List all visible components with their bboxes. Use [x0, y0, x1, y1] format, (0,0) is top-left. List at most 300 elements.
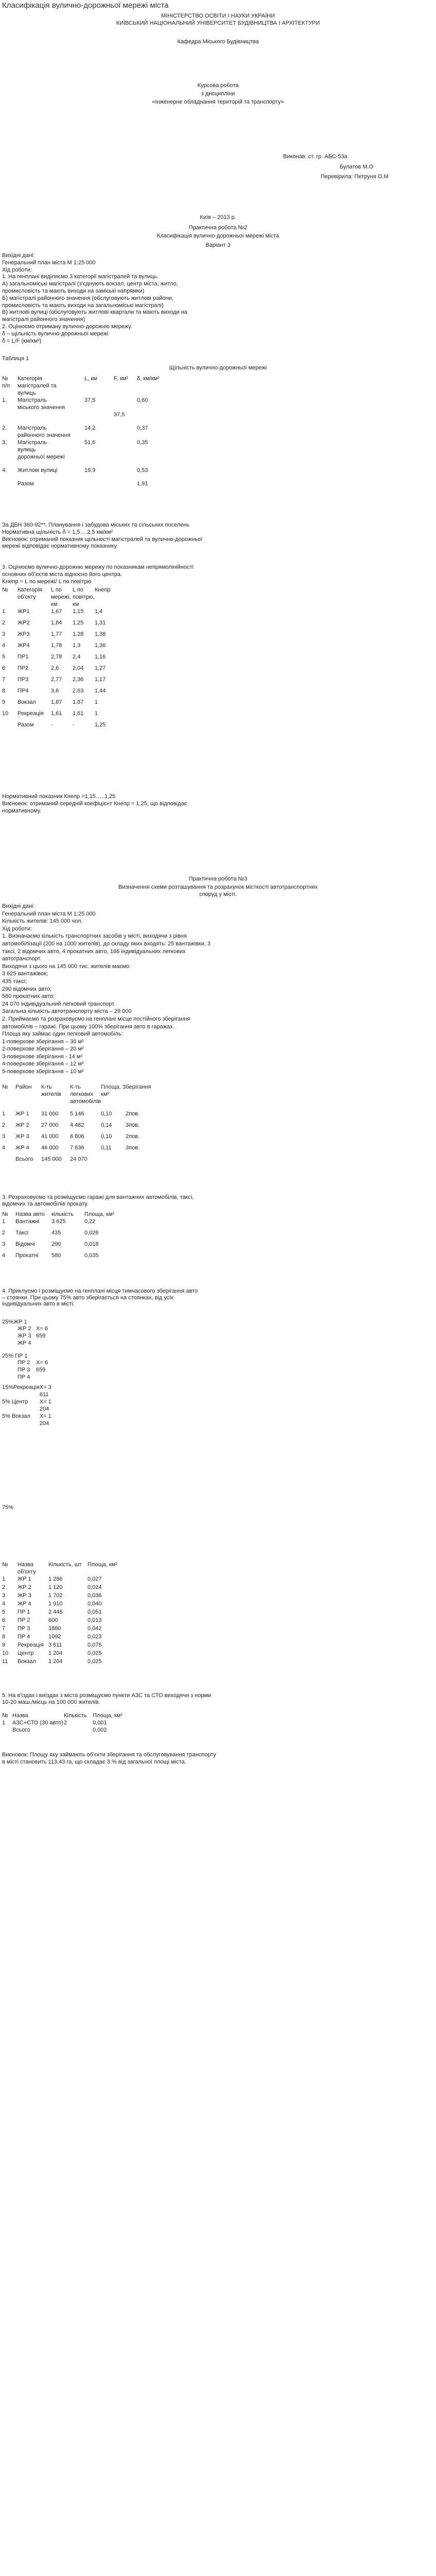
table-cell: 1,77 — [51, 631, 62, 637]
table-cell — [126, 1156, 151, 1167]
col-l2b: повітрю, — [73, 594, 95, 600]
table-row — [2, 1218, 114, 1229]
text-line: 24 070 індивідуальний легковий транспорт. — [2, 1001, 116, 1007]
table-cell — [114, 453, 137, 467]
text-line: 3. Оцінюємо вулично-дорожню мережу по показникам непрямолінійності — [2, 564, 194, 570]
table-row — [2, 1413, 51, 1420]
cover-work: Курсова робота — [197, 82, 239, 89]
table-row — [2, 1391, 51, 1398]
table-cell: АЗС+СТО (30 авто) — [12, 1720, 63, 1726]
table-cell: ПР2 — [18, 665, 29, 671]
table-cell: 1,38 — [94, 631, 106, 637]
table-cell: ЖР 3 — [18, 1333, 31, 1339]
table-cell: 580 — [51, 1252, 61, 1259]
text-line: Площа яку займає один легковий автомобіль: — [2, 1031, 123, 1038]
table-cell — [114, 425, 137, 439]
table-cell: ЖР1 — [18, 608, 30, 615]
text-line: Кількість жителів: 145 000 чол. — [2, 918, 83, 925]
density-table — [2, 375, 160, 494]
table-row — [2, 631, 111, 642]
col-num: № — [2, 1084, 8, 1090]
table-row — [2, 467, 160, 480]
table-cell: 1 204 — [48, 1658, 63, 1665]
table-cell — [2, 1420, 40, 1427]
row-name — [18, 480, 84, 494]
table-cell: ПР3 — [18, 676, 29, 683]
table-cell: 2 — [2, 620, 6, 626]
table-cell: 1 — [2, 1576, 6, 1582]
table-cell: 1 910 — [48, 1601, 63, 1607]
text-line: промисловість та мають виходи на загальноміські магістралі) — [2, 302, 164, 309]
table-cell: 1 — [2, 608, 6, 615]
norm-text — [2, 522, 202, 550]
text-line: 3-поверхове зберігання - 14 м² — [2, 1053, 83, 1060]
table-cell: 2,6 — [51, 665, 59, 671]
table-row — [2, 710, 111, 721]
table-cell: 0,60 — [137, 397, 148, 403]
col-l1c: км — [51, 601, 58, 607]
table-cell: 3пов. — [126, 1122, 140, 1128]
table-cell — [2, 721, 18, 733]
table-row — [18, 1332, 48, 1340]
col-name2: об'єкту — [18, 1569, 36, 1575]
table-cell: ПР 3 — [18, 1625, 30, 1632]
table-cell: 1092 — [48, 1634, 61, 1640]
table-cell: 0,036 — [88, 1592, 102, 1599]
col-cat1: Категорія — [18, 376, 42, 382]
row-name-2: районного значення — [18, 432, 71, 438]
table-cell: 2 — [2, 1122, 6, 1128]
table-row — [2, 1384, 51, 1391]
table-cell: 0,076 — [88, 1642, 102, 1648]
table-cell: ЖР 3 — [18, 1592, 31, 1599]
table-cell: 1,25 — [94, 722, 106, 728]
table-cell: 1,28 — [73, 631, 84, 637]
work1-table-label: Таблиця 1 — [2, 355, 29, 362]
table-cell: 204 — [39, 1406, 49, 1412]
cover-discipline: з дисципліни — [201, 91, 235, 97]
text-line: відомчих та автомобілів прокату. — [2, 1200, 89, 1207]
assess-text — [2, 564, 194, 585]
step5-text — [2, 1692, 211, 1705]
row-name-1: Житлові вулиці — [18, 467, 58, 473]
col-area: Площа, км² — [88, 1562, 117, 1568]
table-cell: 3 611 — [48, 1642, 62, 1648]
text-line: 2. Оцінюємо отриману вулично-дорожню мережу. — [2, 323, 132, 330]
table-cell: ПР 4 — [18, 1374, 30, 1380]
text-line: 3 625 вантажівок; — [2, 971, 48, 977]
col-f: F, км² — [114, 376, 128, 382]
table-cell: 10 — [2, 1650, 9, 1656]
table-cell: 204 — [39, 1420, 49, 1427]
table-cell: Вокзал — [18, 699, 36, 705]
table-cell: 4 — [2, 1145, 6, 1151]
table-cell — [137, 411, 160, 425]
table-cell: 10 — [2, 710, 9, 717]
table-cell: 9 — [2, 1642, 6, 1648]
table-cell: 4 — [2, 1252, 6, 1259]
table-cell: 2,36 — [73, 676, 84, 683]
table-cell: Центр — [18, 1650, 34, 1656]
table-row — [2, 1405, 51, 1413]
table-cell: 4 — [2, 1601, 6, 1607]
table-cell: ЖР2 — [18, 620, 30, 626]
table-cell: 0,027 — [88, 1576, 102, 1582]
cover-city-year: Київ – 2013 р. — [200, 214, 236, 221]
text-line: В) житлові вулиці (обслуговують житлові квартали та мають виходи на — [2, 309, 187, 316]
table-cell: 2. — [2, 425, 7, 431]
table-cell — [84, 453, 114, 467]
table-cell: 1 — [2, 1720, 6, 1726]
table-cell: ПР 2 — [18, 1617, 30, 1623]
table-cell: 3,6 — [51, 688, 59, 694]
table-cell: 9 — [2, 699, 6, 705]
col-people2: жителів — [41, 1091, 61, 1097]
row-name — [18, 439, 84, 453]
col-area: Площа, км² — [84, 1211, 114, 1217]
text-line: Генеральний план міста М 1:25 000 — [2, 910, 96, 917]
col-cars: К-ть — [70, 1084, 81, 1090]
table-cell: 15%Рекреація — [2, 1384, 40, 1391]
table-cell: 1,4 — [94, 608, 103, 615]
col-name: Назва авто — [15, 1211, 45, 1217]
text-line: 10-20 маш./місць на 100 000 жителів. — [2, 1699, 100, 1705]
text-line: Висновок: отриманий показник щільності магістралей та вулично-дорожньої — [2, 536, 203, 543]
table-cell: Х= 1 — [39, 1413, 51, 1419]
table-cell — [84, 480, 114, 494]
table-cell: 600 — [48, 1617, 58, 1623]
col-count: кількість — [51, 1211, 74, 1217]
table-cell: ПР 4 — [18, 1634, 30, 1640]
col-area: Площа, км² — [93, 1713, 123, 1719]
table-cell: 1 120 — [48, 1584, 63, 1590]
table-header-row — [2, 375, 160, 382]
table-row — [18, 1325, 48, 1332]
col-count: Кількість — [64, 1713, 87, 1719]
table-row — [2, 721, 111, 733]
row-name — [18, 467, 84, 480]
text-line: 1-поверхове зберігання – 30 м² — [2, 1038, 84, 1045]
table-cell: 0,051 — [88, 1609, 102, 1615]
table-cell: ПР 2 — [18, 1360, 30, 1366]
table-cell: 1,27 — [94, 665, 106, 671]
col-d: δ, км/км² — [137, 376, 160, 382]
table-cell: 2 445 — [48, 1609, 63, 1615]
text-line: основних об'єктів міста відносно його центра. — [2, 571, 123, 578]
text-line: 4-поверхове зберігання – 12 м² — [2, 1061, 84, 1067]
col-num: № — [2, 1211, 8, 1217]
work1-title: Практична робота №2 — [188, 225, 248, 231]
text-line: Kнепр = L по мережі/ L по повітрю — [2, 578, 92, 585]
table-row — [2, 1625, 117, 1633]
table-row — [2, 1144, 151, 1156]
table-cell: 0,53 — [137, 467, 148, 473]
table-cell: 8 — [2, 688, 6, 694]
table-row — [2, 1719, 123, 1726]
final-conclusion — [2, 1752, 216, 1766]
table-cell: 1,31 — [94, 620, 106, 626]
table-cell: 7 — [2, 676, 6, 683]
text-line: 435 таксі; — [2, 978, 27, 985]
col-floors2: км² — [101, 1091, 110, 1097]
table-cell: ЖР3 — [18, 631, 30, 637]
table-row — [2, 439, 160, 453]
table-cell: 0,37 — [137, 425, 148, 431]
work3-subtitle2: споруд у місті. — [199, 891, 237, 897]
table-cell: 0,025 — [88, 1658, 102, 1665]
table-cell: 4 482 — [70, 1122, 84, 1128]
table-cell: ЖР 1 — [15, 1111, 29, 1117]
table-cell: 290 — [51, 1241, 61, 1247]
table-row — [2, 480, 160, 494]
table-cell: 11 — [2, 1658, 8, 1665]
table-row — [2, 665, 111, 676]
table-cell: 1,87 — [73, 699, 84, 705]
table-cell: 1,67 — [51, 608, 62, 615]
table-cell: 2,04 — [73, 665, 84, 671]
work3-title: Практична робота №3 — [188, 876, 248, 882]
table-cell: 7 636 — [70, 1145, 84, 1151]
table-cell: 1,91 — [137, 481, 148, 487]
department-line: Кафедра Міського Будівництва — [177, 39, 259, 45]
table-cell — [2, 1156, 15, 1167]
table-row — [2, 1575, 117, 1584]
table-cell: 0,042 — [88, 1625, 102, 1632]
row-name-1: Магістраль — [18, 397, 47, 403]
col-cars2: легкових — [70, 1091, 94, 1097]
table-row — [2, 699, 111, 710]
text-line: Виходячи з цього на 145 000 тис. жителів маємо: — [2, 963, 131, 970]
table-cell: 0,035 — [84, 1252, 99, 1259]
table-cell: 1 — [94, 710, 98, 717]
row-name-2: вулиць — [18, 447, 36, 453]
table-cell: 659 — [36, 1367, 46, 1373]
table-cell: 145 000 — [41, 1156, 62, 1162]
table-cell: ЖР 4 — [18, 1340, 31, 1346]
table-cell: ПР1 — [18, 654, 29, 660]
col-floors: Площа, Зберігання — [101, 1084, 151, 1090]
col-num: № — [2, 376, 8, 382]
text-line: мережі відповідає нормативному показнику. — [2, 543, 118, 550]
table-cell: 0,10 — [101, 1111, 112, 1117]
document-title: Класифікація вулично-дорожньої мережі міста — [2, 1, 169, 10]
ministry-line: МІНІСТЕРСТВО ОСВІТИ І НАУКИ УКРАЇНИ — [161, 13, 275, 19]
table-row — [2, 1592, 117, 1600]
text-line: Висновок: отриманий середній коефіцієнт Кнепр = 1,25, що відповідає — [2, 800, 187, 807]
text-line: Вихідні дані: — [2, 252, 35, 259]
table-row — [2, 1600, 117, 1608]
table-row — [2, 453, 160, 467]
text-line: Висновок: Площу яку займають об'єкти зберігання та обслуговування транспорту — [2, 1752, 216, 1758]
table-cell — [84, 411, 114, 425]
work1-subtitle: Класифікація вулично-дорожньої мережі міста — [156, 233, 280, 239]
table-cell: 435 — [51, 1230, 61, 1236]
table-cell: ЖР 4 — [18, 1601, 31, 1607]
parking-groups — [2, 1319, 51, 1427]
table-cell: 0,10 — [101, 1133, 112, 1140]
row-name-1: Магістраль — [18, 439, 47, 446]
table-cell: 3 — [2, 1241, 6, 1247]
table-cell: 2 — [2, 1584, 6, 1590]
table-cell: 3 — [2, 1133, 6, 1140]
text-line: Нормативна щільність δ = 1,5….2,5 км/км² — [2, 529, 113, 535]
text-line: Хід роботи: — [2, 266, 32, 273]
table-row — [2, 1584, 117, 1592]
table-cell: Разом — [18, 722, 34, 728]
table-cell: Відомчі — [15, 1241, 36, 1247]
table-cell: ЖР 3 — [15, 1133, 29, 1140]
col-area: Район — [15, 1084, 32, 1090]
table-cell: 24 070 — [70, 1156, 88, 1162]
table-cell: 5 146 — [70, 1111, 84, 1117]
col-name: Назва — [12, 1713, 28, 1719]
table-cell: 3 — [2, 631, 6, 637]
table-cell: - — [73, 722, 75, 728]
text-line: Хід роботи: — [2, 925, 32, 932]
text-line: автомобілізації (200 на 1000 жителів), до складу яких входять: 25 вантажівки, 3 — [2, 940, 211, 947]
table-cell: 5 — [2, 654, 6, 660]
table-cell: 1,36 — [94, 642, 106, 649]
table-cell: 0,002 — [93, 1727, 107, 1733]
table-row — [18, 1374, 48, 1381]
table-cell: 1 286 — [48, 1576, 63, 1582]
row-name-2: дорожньої мережі — [18, 454, 65, 460]
work1-table-caption: Щільність вулично-дорожньої мережі — [169, 365, 267, 371]
table-cell — [2, 1391, 40, 1398]
table-row — [18, 1359, 48, 1366]
text-line: δ = L/F (км/км²) — [2, 337, 42, 344]
cover-subject: «Інженерне обладнання територій та транспорту» — [152, 99, 284, 105]
row-name-1: Магістраль — [18, 425, 47, 431]
table-row — [2, 1726, 123, 1734]
text-line: в місті становить 113,43 га, що складає 3 % від загальної площі міста. — [2, 1758, 186, 1765]
col-num2: п/п — [2, 383, 10, 389]
table-cell: 27 000 — [41, 1122, 59, 1128]
table-cell: 2пов. — [126, 1133, 140, 1140]
text-line: 2-поверхове зберігання – 20 м² — [2, 1046, 84, 1053]
pct-75: 75% — [2, 1504, 14, 1511]
table-cell: 51,6 — [84, 439, 96, 446]
table-cell: 5 — [2, 1609, 6, 1615]
table-cell: 2,4 — [73, 654, 81, 660]
table-cell: 0,013 — [88, 1617, 102, 1623]
table-cell — [101, 1156, 126, 1167]
table-cell: 1. — [2, 397, 7, 403]
cargo-intro — [2, 1194, 194, 1207]
text-line: таксі, 2 відомчих авто, 4 прокатних авто, 166 індивідуальних легкових — [2, 948, 186, 955]
table-row — [2, 653, 111, 665]
table-cell — [114, 439, 137, 453]
table-row — [2, 1156, 151, 1167]
text-line: 5-поверхове зберігання – 10 м² — [2, 1069, 84, 1075]
table-cell: 3пов. — [126, 1145, 140, 1151]
table-cell: ПР 3 — [18, 1367, 30, 1373]
text-line: Вихідні дані: — [2, 903, 35, 909]
table-cell: 0,023 — [88, 1634, 102, 1640]
text-line: 5. На в'їздах і виїздах з міста розміщуємо пункти АЗС та СТО виходячи з норми — [2, 1692, 212, 1699]
text-line: δ – щільність вулично-дорожньої мережі — [2, 330, 109, 337]
col-people: К-ть — [41, 1084, 52, 1090]
text-line: А) загальноміські магістралі (з'єднують вокзал, центр міста, житло, — [2, 281, 178, 287]
table-cell: 0,018 — [84, 1241, 99, 1247]
cover-checked: Перевірила: Петруня О.М — [321, 174, 389, 180]
table-cell: 3. — [2, 439, 7, 446]
table-cell: 37,5 — [84, 397, 96, 403]
text-line: магістралі районного значення) — [2, 316, 85, 323]
text-line: 580 прокатних авто; — [2, 993, 55, 1000]
cover-performed: Виконав: ст. гр. АБС-53а — [283, 154, 347, 160]
table-cell: 2 — [64, 1720, 67, 1726]
row-name-1: Разом — [18, 481, 34, 487]
row-name — [18, 453, 84, 467]
table-cell: 2,77 — [51, 676, 62, 683]
table-row — [2, 642, 111, 653]
table-cell: ЖР 2 — [18, 1584, 31, 1590]
table-cell: 3 — [2, 1592, 6, 1599]
text-line: 290 відомчих авто; — [2, 986, 52, 992]
table-cell: 1,44 — [94, 688, 106, 694]
table-cell: 1 — [94, 699, 98, 705]
text-line: 4. Приклуємо і розміщуємо на генплані місця тимчасового зберігання авто — [2, 1288, 198, 1294]
table-cell — [36, 1374, 48, 1381]
col-cat3: вулиць — [18, 390, 36, 396]
table-row — [2, 1398, 51, 1405]
col-l1b: мережі, — [51, 594, 71, 600]
table-row — [2, 411, 160, 425]
table-row — [2, 1658, 117, 1666]
text-line: 2. Приймаємо та розраховуємо на генплані місце постійного зберігання — [2, 1015, 190, 1022]
col-num: № — [2, 587, 8, 593]
work3-body — [2, 903, 211, 1076]
table-row — [2, 1617, 117, 1625]
col-count: Кількість, шт — [48, 1562, 82, 1568]
table-row — [2, 425, 160, 439]
table-cell: ПР4 — [18, 688, 29, 694]
table-cell: 31 000 — [41, 1111, 59, 1117]
table-cell: 0,024 — [88, 1584, 102, 1590]
table-cell — [2, 480, 18, 494]
table-cell: 2 — [2, 1230, 6, 1236]
table-row — [2, 1229, 114, 1241]
text-line: автомобілів – гаражі. При цьому 100% зберігання авто в гаражах. — [2, 1023, 175, 1030]
table-cell: 1,84 — [51, 620, 62, 626]
table-cell: 4 — [2, 642, 6, 649]
text-line: нормативному. — [2, 807, 42, 814]
row-name — [18, 411, 84, 425]
col-cat2: магістралей та — [18, 383, 57, 389]
text-line: автотранспорт. — [2, 956, 42, 962]
table-row — [2, 676, 111, 687]
table-row — [2, 1122, 151, 1133]
table-cell: 5% Центр — [2, 1399, 28, 1405]
table-cell: Всього — [15, 1156, 33, 1162]
row-name — [18, 425, 84, 439]
text-line: 3. Розраховуємо та розміщуємо гаражі для вантажних автомобілів, таксі, — [2, 1194, 194, 1200]
table-cell — [36, 1340, 48, 1347]
table-cell: Х= 6 — [36, 1326, 48, 1332]
table-row — [2, 1420, 51, 1427]
table-cell: 1 204 — [48, 1650, 63, 1656]
table-cell: ЖР 1 — [18, 1576, 31, 1582]
table-cell — [2, 1405, 40, 1413]
table-cell: 37,5 — [114, 412, 125, 418]
col-l: L, км — [84, 376, 97, 382]
table-cell: 0,22 — [84, 1218, 96, 1225]
work1-variant: Варіант 3 — [205, 242, 231, 248]
table-cell: 6 — [2, 665, 6, 671]
table-row — [2, 1608, 117, 1617]
table-cell: Всього — [12, 1727, 30, 1733]
